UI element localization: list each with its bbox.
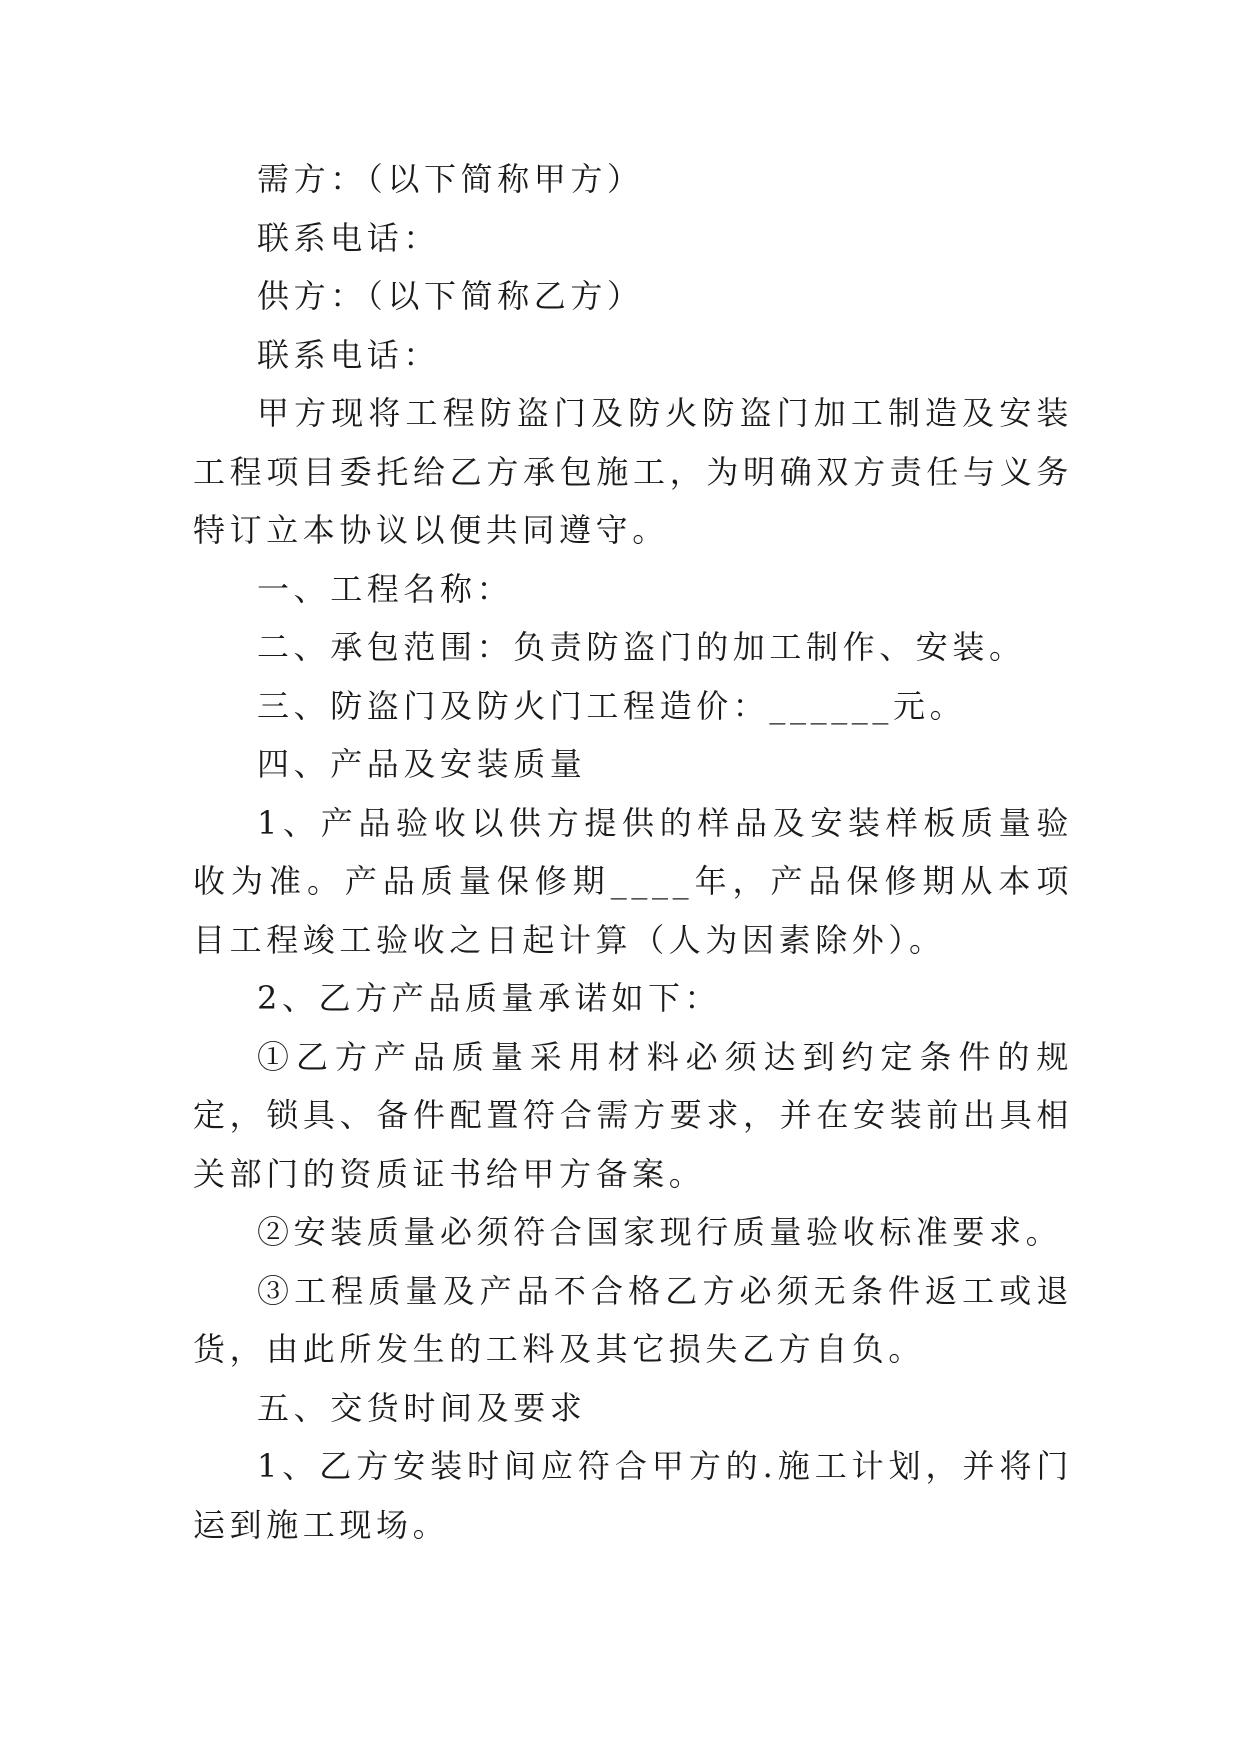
intro-paragraph: 甲方现将工程防盗门及防火防盗门加工制造及安装工程项目委托给乙方承包施工，为明确双方责任与义务特订立本协议以便共同遵守。 — [193, 394, 1073, 549]
quality-promise-1: ①乙方产品质量采用材料必须达到约定条件的规定，锁具、备件配置符合需方要求，并在安装前出具相关部门的资质证书给甲方备案。 — [193, 1037, 1073, 1193]
party-a-phone: 联系电话： — [257, 218, 441, 257]
section-4-item-2: 2、乙方产品质量承诺如下： — [257, 979, 722, 1017]
document-body — [193, 150, 1073, 1554]
quality-promise-3: ③工程质量及产品不合格乙方必须无条件返工或退货，由此所发生的工料及其它损失乙方自负。 — [193, 1271, 1073, 1368]
section-4-item-1: 1、产品验收以供方提供的样品及安装样板质量验收为准。产品质量保修期____年，产品保修期从本项目工程竣工验收之日起计算（人为因素除外）。 — [193, 803, 1073, 959]
section-4-heading: 四、产品及安装质量 — [257, 745, 587, 783]
section-1-project-name: 一、工程名称： — [257, 569, 514, 608]
section-2-scope: 二、承包范围：负责防盗门的加工制作、安装。 — [257, 628, 1026, 666]
quality-promise-2: ②安装质量必须符合国家现行质量验收标准要求。 — [257, 1213, 1063, 1251]
section-5-heading: 五、交货时间及要求 — [257, 1388, 587, 1427]
party-a-line: 需方：（以下简称甲方） — [257, 160, 644, 198]
section-5-item-1: 1、乙方安装时间应符合甲方的.施工计划，并将门运到施工现场。 — [193, 1447, 1073, 1544]
section-3-cost: 三、防盗门及防火门工程造价：______元。 — [257, 686, 967, 725]
party-b-phone: 联系电话： — [257, 335, 441, 374]
party-b-line: 供方：（以下简称乙方） — [257, 277, 644, 315]
